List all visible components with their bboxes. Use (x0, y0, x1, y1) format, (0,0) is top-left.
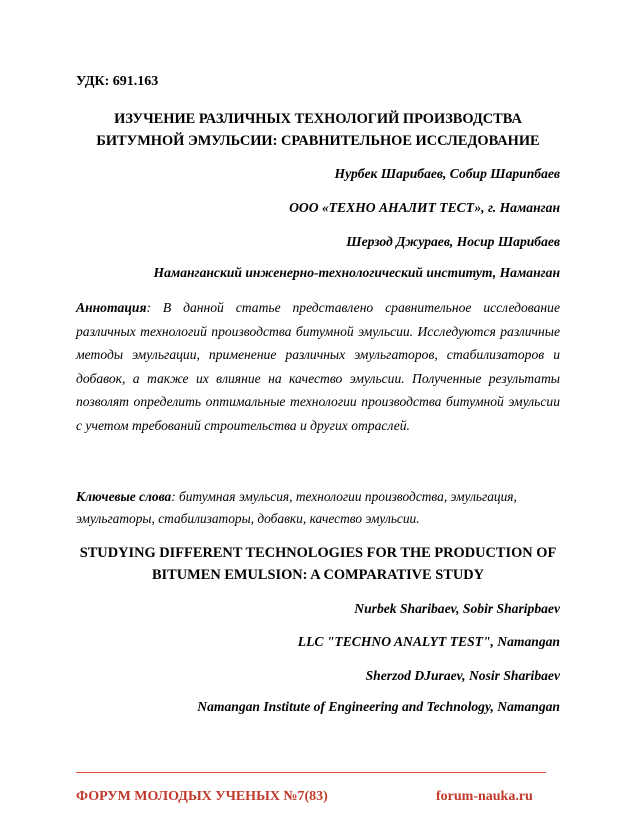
affiliation-en-2: Namangan Institute of Engineering and Technology, Namangan (197, 699, 560, 714)
title-ru-line2: БИТУМНОЙ ЭМУЛЬСИИ: СРАВНИТЕЛЬНОЕ ИССЛЕДОВАНИЕ (96, 133, 540, 149)
title-en-line1: STUDYING DIFFERENT TECHNOLOGIES FOR THE PRODUCTION OF (79, 545, 557, 561)
affiliation-ru-1: ООО «ТЕХНО АНАЛИТ ТЕСТ», г. Наманган (289, 200, 560, 215)
affiliation-en-1: LLC "TECHNO ANALYT TEST", Namangan (297, 634, 560, 649)
footer-journal: ФОРУМ МОЛОДЫХ УЧЕНЫХ №7(83) (76, 789, 328, 804)
abstract (76, 296, 560, 437)
authors-ru-1: Нурбек Шарибаев, Собир Шарипбаев (334, 166, 560, 181)
footer-divider (76, 772, 546, 773)
udk-code: УДК: 691.163 (76, 74, 159, 89)
affiliation-ru-2: Наманганский инженерно-технологический институт, Наманган (153, 265, 560, 280)
authors-en-2: Sherzod DJuraev, Nosir Sharibaev (365, 668, 560, 683)
title-english (76, 542, 560, 586)
title-en-line2: BITUMEN EMULSION: A COMPARATIVE STUDY (151, 567, 485, 583)
keywords-text: : битумная эмульсия, технологии производства, эмульгация, эмульгаторы, стабилизаторы, добавки, качество эмульсии. (76, 489, 517, 526)
abstract-label: Аннотация (76, 300, 147, 315)
title-russian (76, 108, 560, 152)
abstract-text: : В данной статье представлено сравнительное исследование различных технологий производства битумной эмульсии. Исследуются различные методы эмульгации, применение различных эмульгаторов, стабилизаторов и добавок, а также их влияние на качество эмульсии. Полученные результаты позволят определить оптимальные технологии производства битумной эмульсии с учетом требований строительства и других отраслей. (76, 300, 560, 433)
authors-ru-2: Шерзод Джураев, Носир Шарибаев (346, 234, 560, 249)
title-ru-line1: ИЗУЧЕНИЕ РАЗЛИЧНЫХ ТЕХНОЛОГИЙ ПРОИЗВОДСТВА (114, 111, 522, 127)
keywords-label: Ключевые слова (76, 489, 172, 504)
footer-site-link[interactable]: forum-nauka.ru (436, 789, 533, 804)
keywords (76, 486, 560, 530)
authors-en-1: Nurbek Sharibaev, Sobir Sharipbaev (354, 601, 560, 616)
